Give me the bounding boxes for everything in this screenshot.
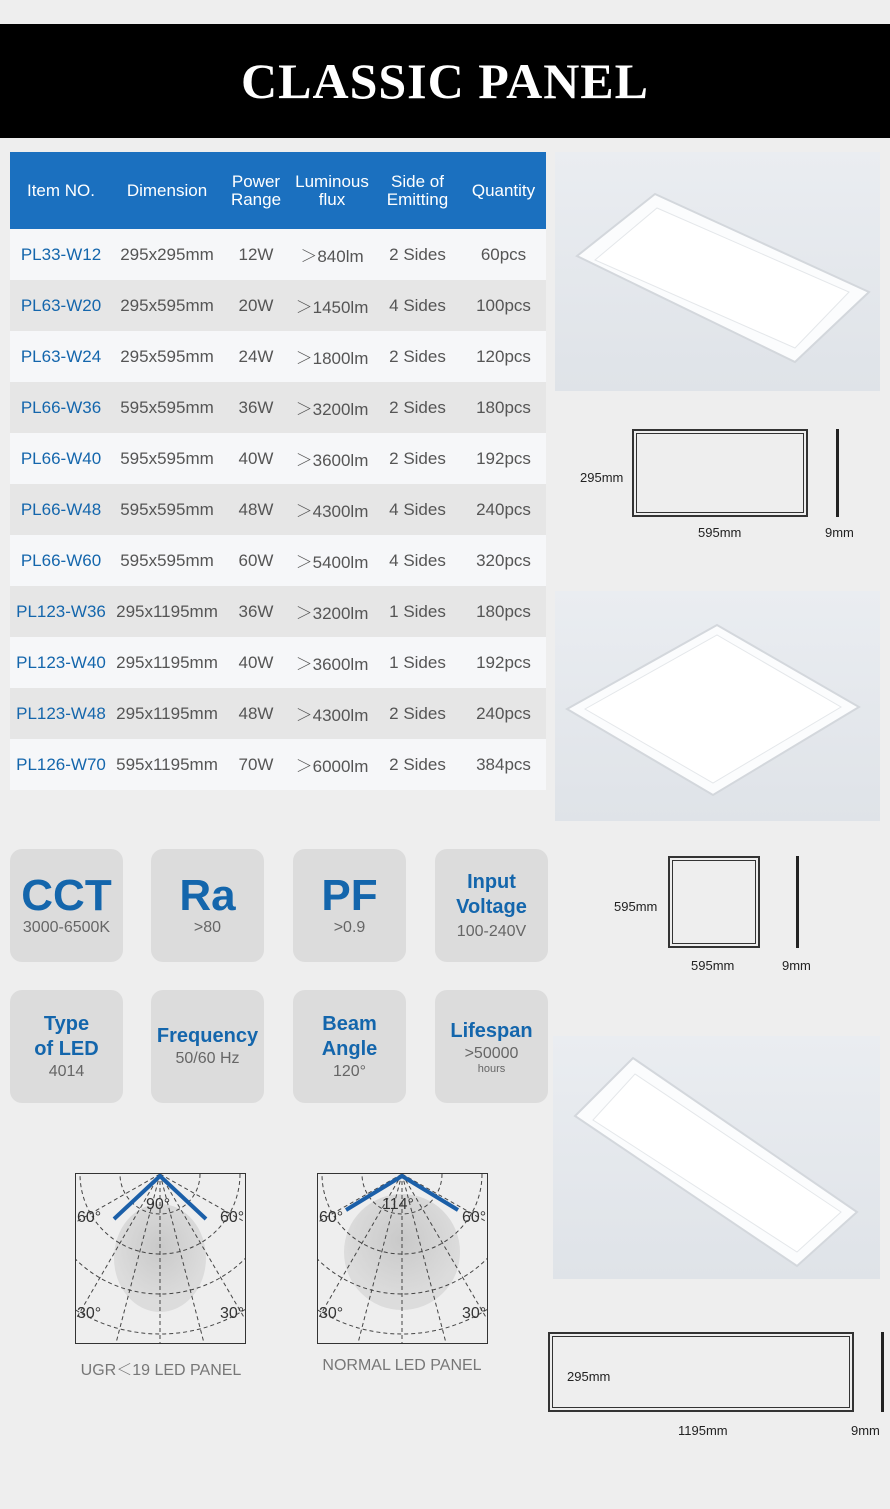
panel-photo-295x595 bbox=[555, 152, 880, 391]
cell-flux: ＞4300lm bbox=[295, 706, 369, 725]
cell-dimension: 595x595mm bbox=[120, 397, 214, 417]
cell-quantity: 192pcs bbox=[476, 448, 531, 468]
cell-item-no: PL63-W20 bbox=[20, 295, 102, 315]
panel-illustration-1 bbox=[555, 152, 880, 391]
lifespan-value: >50000 bbox=[464, 1044, 519, 1062]
ugr-left-60-label: 60° bbox=[77, 1209, 102, 1226]
cell-quantity: 180pcs bbox=[476, 397, 531, 417]
cell-flux: ＞5400lm bbox=[295, 553, 369, 572]
cell-dimension: 595x595mm bbox=[120, 499, 214, 519]
cell-power: 24W bbox=[238, 346, 274, 366]
cell-power: 60W bbox=[238, 550, 274, 570]
normal-bottom-right-30-label: 30° bbox=[462, 1305, 487, 1322]
header-item-no: Item NO. bbox=[26, 180, 95, 200]
led-type-value: 4014 bbox=[48, 1062, 85, 1080]
ugr-polar-chart bbox=[76, 1174, 245, 1343]
cell-dimension: 295x595mm bbox=[120, 295, 214, 315]
ra-title: Ra bbox=[179, 870, 236, 920]
cell-quantity: 100pcs bbox=[476, 295, 531, 315]
normal-left-60-label: 60° bbox=[319, 1209, 344, 1226]
dim1-height-label: 295mm bbox=[580, 470, 624, 485]
spec-table bbox=[10, 152, 546, 790]
input-voltage-title-2: Voltage bbox=[456, 895, 527, 918]
cell-quantity: 384pcs bbox=[476, 754, 531, 774]
dim2-height-label: 595mm bbox=[614, 899, 658, 914]
cell-dimension: 295x1195mm bbox=[116, 601, 218, 621]
pf-tile bbox=[293, 849, 406, 962]
cell-item-no: PL123-W48 bbox=[16, 703, 106, 723]
header-quantity: Quantity bbox=[471, 180, 536, 200]
cell-power: 48W bbox=[238, 499, 274, 519]
normal-angle-label: 114° bbox=[382, 1196, 414, 1213]
cell-power: 48W bbox=[238, 703, 274, 723]
table-row bbox=[10, 586, 546, 637]
cell-quantity: 180pcs bbox=[476, 601, 531, 621]
beam-angle-title-2: Angle bbox=[321, 1037, 378, 1060]
input-voltage-title-1: Input bbox=[467, 870, 516, 893]
lifespan-tile bbox=[435, 990, 548, 1103]
cell-item-no: PL66-W48 bbox=[20, 499, 102, 519]
cell-emitting-sides: 1 Sides bbox=[389, 601, 446, 621]
cell-quantity: 240pcs bbox=[476, 703, 531, 723]
cell-emitting-sides: 4 Sides bbox=[389, 550, 446, 570]
table-row bbox=[10, 535, 546, 586]
panel-thickness-3 bbox=[881, 1332, 884, 1412]
page-title: CLASSIC PANEL bbox=[241, 53, 649, 109]
cell-emitting-sides: 2 Sides bbox=[389, 448, 446, 468]
cell-power: 40W bbox=[238, 448, 274, 468]
cell-emitting-sides: 2 Sides bbox=[389, 703, 446, 723]
frequency-value: 50/60 Hz bbox=[175, 1050, 240, 1067]
cell-emitting-sides: 1 Sides bbox=[389, 652, 446, 672]
cell-quantity: 120pcs bbox=[476, 346, 531, 366]
table-row bbox=[10, 637, 546, 688]
dim1-thickness-label: 9mm bbox=[825, 525, 854, 540]
panel-photo-595x595 bbox=[555, 591, 880, 821]
cell-flux: ＞4300lm bbox=[295, 502, 369, 521]
ra-value: >80 bbox=[193, 918, 222, 936]
led-type-title-1: Type bbox=[43, 1012, 90, 1035]
table-row bbox=[10, 484, 546, 535]
header-dimension: Dimension bbox=[126, 180, 208, 200]
table-row bbox=[10, 331, 546, 382]
ugr-bottom-left-30-label: 30° bbox=[77, 1305, 102, 1322]
input-voltage-tile bbox=[435, 849, 548, 962]
header-side-of-emitting: Side of Emitting bbox=[386, 171, 449, 209]
normal-caption: NORMAL LED PANEL bbox=[322, 1357, 482, 1374]
dim3-width-label: 1195mm bbox=[678, 1423, 728, 1438]
panel-illustration-3 bbox=[553, 1036, 880, 1279]
ugr-caption: UGR＜19 LED PANEL bbox=[80, 1362, 242, 1379]
cell-item-no: PL66-W60 bbox=[20, 550, 102, 570]
cell-quantity: 240pcs bbox=[476, 499, 531, 519]
cell-power: 70W bbox=[238, 754, 274, 774]
cell-flux: ＞1450lm bbox=[295, 298, 369, 317]
panel-illustration-2 bbox=[555, 591, 880, 821]
cell-quantity: 320pcs bbox=[476, 550, 531, 570]
header-luminous-flux: Luminous flux bbox=[295, 171, 369, 209]
cell-quantity: 192pcs bbox=[476, 652, 531, 672]
frequency-title: Frequency bbox=[156, 1025, 259, 1047]
table-row bbox=[10, 382, 546, 433]
cell-power: 36W bbox=[238, 601, 274, 621]
cell-power: 36W bbox=[238, 397, 274, 417]
dim1-width-label: 595mm bbox=[698, 525, 742, 540]
cell-item-no: PL123-W36 bbox=[16, 601, 106, 621]
panel-photo-295x1195 bbox=[553, 1036, 880, 1279]
cell-flux: ＞6000lm bbox=[295, 757, 369, 776]
cell-flux: ＞3600lm bbox=[295, 655, 369, 674]
ugr-bottom-right-30-label: 30° bbox=[220, 1305, 245, 1322]
cell-power: 20W bbox=[238, 295, 274, 315]
cell-flux: ＞3600lm bbox=[295, 451, 369, 470]
cell-emitting-sides: 2 Sides bbox=[389, 244, 446, 264]
cell-emitting-sides: 2 Sides bbox=[389, 754, 446, 774]
cell-flux: ＞3200lm bbox=[295, 400, 369, 419]
panel-outline-2 bbox=[668, 856, 760, 948]
lifespan-title: Lifespan bbox=[450, 1019, 533, 1042]
cell-item-no: PL123-W40 bbox=[16, 652, 106, 672]
ugr-right-60-label: 60° bbox=[220, 1209, 245, 1226]
beam-angle-tile bbox=[293, 990, 406, 1103]
panel-thickness-2 bbox=[796, 856, 799, 948]
table-row bbox=[10, 739, 546, 790]
cell-flux: ＞840lm bbox=[300, 247, 364, 266]
cct-tile bbox=[10, 849, 123, 962]
dim2-thickness-label: 9mm bbox=[782, 958, 811, 973]
table-header bbox=[10, 152, 546, 229]
panel-thickness-1 bbox=[836, 429, 839, 517]
title-banner bbox=[0, 24, 890, 138]
table-row bbox=[10, 229, 546, 280]
led-type-tile bbox=[10, 990, 123, 1103]
cell-dimension: 295x1195mm bbox=[116, 652, 218, 672]
table-row bbox=[10, 433, 546, 484]
cell-flux: ＞3200lm bbox=[295, 604, 369, 623]
cell-power: 12W bbox=[238, 244, 274, 264]
cell-power: 40W bbox=[238, 652, 274, 672]
cell-dimension: 295x295mm bbox=[120, 244, 214, 264]
cell-dimension: 595x1195mm bbox=[116, 754, 218, 774]
ra-tile bbox=[151, 849, 264, 962]
cell-dimension: 295x595mm bbox=[120, 346, 214, 366]
normal-right-60-label: 60° bbox=[462, 1209, 487, 1226]
lifespan-unit: hours bbox=[477, 1062, 506, 1075]
cell-item-no: PL33-W12 bbox=[20, 244, 102, 264]
dim3-height-label: 295mm bbox=[567, 1369, 611, 1384]
cell-item-no: PL126-W70 bbox=[16, 754, 106, 774]
beam-angle-title-1: Beam bbox=[322, 1012, 377, 1035]
cell-emitting-sides: 2 Sides bbox=[389, 346, 446, 366]
dim3-thickness-label: 9mm bbox=[851, 1423, 880, 1438]
pf-value: >0.9 bbox=[333, 918, 366, 936]
beam-angle-value: 120° bbox=[332, 1062, 367, 1080]
ugr-angle-label: 90° bbox=[146, 1196, 171, 1213]
led-type-title-2: of LED bbox=[34, 1037, 99, 1060]
cct-value: 3000-6500K bbox=[22, 918, 111, 936]
pf-title: PF bbox=[321, 870, 378, 920]
cct-title: CCT bbox=[21, 870, 112, 920]
cell-item-no: PL66-W40 bbox=[20, 448, 102, 468]
cell-dimension: 595x595mm bbox=[120, 448, 214, 468]
dim2-width-label: 595mm bbox=[691, 958, 735, 973]
cell-emitting-sides: 2 Sides bbox=[389, 397, 446, 417]
normal-bottom-left-30-label: 30° bbox=[319, 1305, 344, 1322]
cell-item-no: PL66-W36 bbox=[20, 397, 102, 417]
cell-flux: ＞1800lm bbox=[295, 349, 369, 368]
normal-polar-diagram bbox=[317, 1173, 488, 1344]
table-row bbox=[10, 688, 546, 739]
normal-polar-chart bbox=[318, 1174, 487, 1343]
cell-emitting-sides: 4 Sides bbox=[389, 295, 446, 315]
table-body bbox=[10, 229, 546, 790]
frequency-tile bbox=[151, 990, 264, 1103]
cell-item-no: PL63-W24 bbox=[20, 346, 102, 366]
cell-emitting-sides: 4 Sides bbox=[389, 499, 446, 519]
header-power-range: Power Range bbox=[230, 171, 282, 209]
panel-outline-1 bbox=[632, 429, 808, 517]
cell-quantity: 60pcs bbox=[480, 244, 527, 264]
table-row bbox=[10, 280, 546, 331]
input-voltage-value: 100-240V bbox=[456, 922, 527, 940]
ugr-polar-diagram bbox=[75, 1173, 246, 1344]
cell-dimension: 595x595mm bbox=[120, 550, 214, 570]
cell-dimension: 295x1195mm bbox=[116, 703, 218, 723]
